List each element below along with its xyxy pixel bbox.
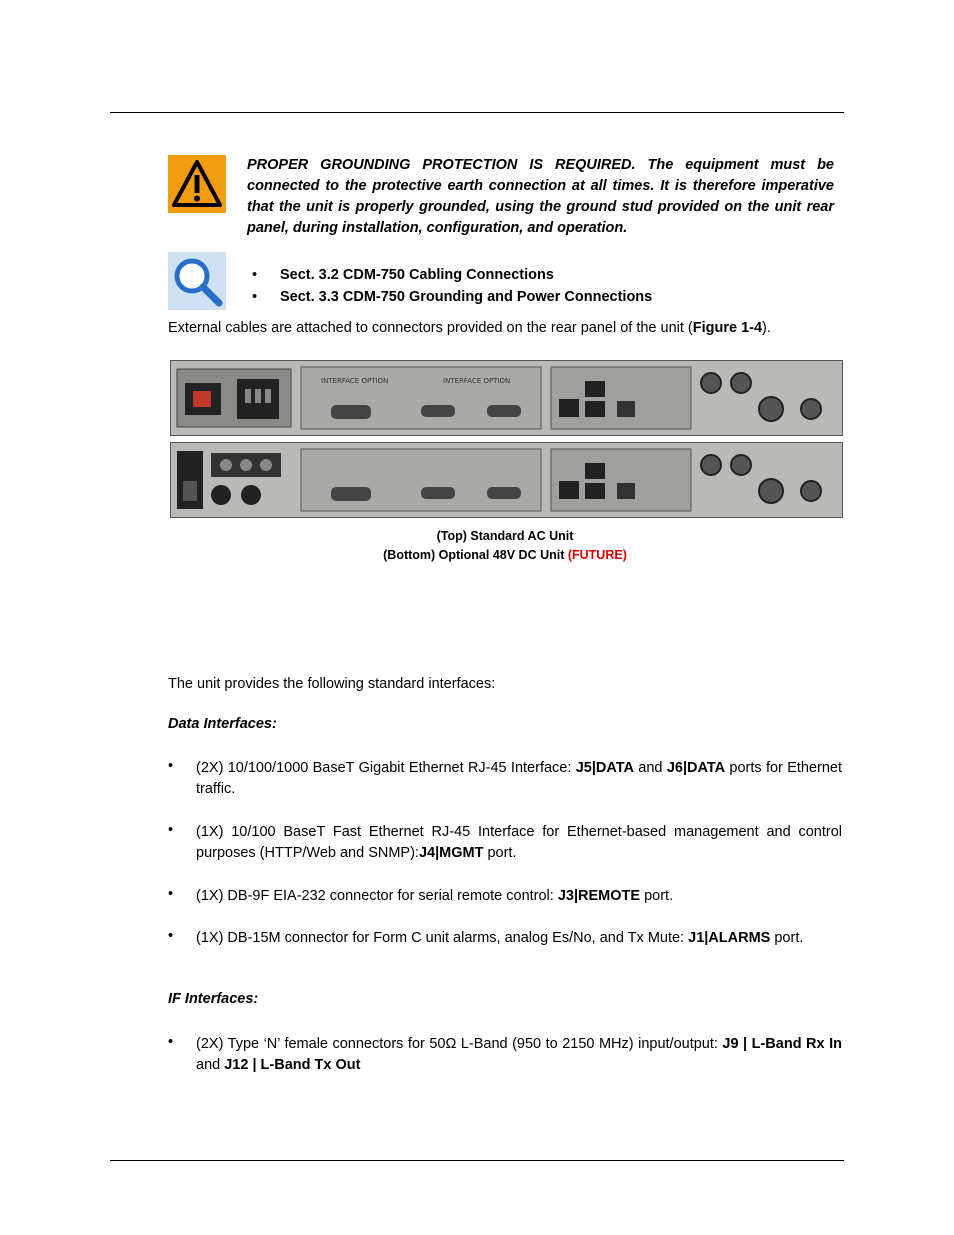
list-item: • (2X) 10/100/1000 BaseT Gigabit Ethernet RJ-45 Interface: J5|DATA and J6|DATA ports for Ethernet traffic. — [168, 758, 843, 797]
reference-list — [252, 264, 652, 308]
header-rule — [110, 112, 844, 113]
magnifier-reference-icon — [168, 252, 226, 310]
figure-link[interactable]: Figure 1-4 — [692, 320, 763, 336]
rear-panel-ac-image — [170, 360, 843, 436]
figure-caption — [168, 527, 842, 565]
rear-panel-dc-image — [170, 442, 843, 518]
caption-line-bottom: (Bottom) Optional 48V DC Unit (FUTURE) — [383, 548, 627, 562]
caption-line-top: (Top) Standard AC Unit — [436, 529, 574, 543]
list-item: • (1X) 10/100 BaseT Fast Ethernet RJ-45 Interface for Ethernet-based management and control purposes (HTTP/Web and SNMP):J4|MGMT port. — [168, 822, 842, 861]
reference-item[interactable]: • Sect. 3.3 CDM-750 Grounding and Power Connections — [252, 286, 652, 308]
footer-rule — [110, 1160, 844, 1161]
grounding-warning-text: PROPER GROUNDING PROTECTION IS REQUIRED. The equipment must be connected to the protective earth connection at all times. It is therefore imperative that the unit is properly grounded, using the ground stud provided on the unit rear panel, during installation, configuration, and operation. — [247, 157, 834, 236]
list-item: • (1X) DB-15M connector for Form C unit alarms, analog Es/No, and Tx Mute: J1|ALARMS port. — [168, 928, 804, 946]
panel-label: INTERFACE OPTION — [321, 377, 389, 385]
reference-item[interactable]: • Sect. 3.2 CDM-750 Cabling Connections — [252, 264, 652, 286]
list-item: • (2X) Type ‘N’ female connectors for 50Ω L-Band (950 to 2150 MHz) input/output: J9 | L-Band Rx In and J12 | L-Band Tx Out — [168, 1034, 842, 1073]
panel-label: INTERFACE OPTION — [443, 377, 511, 385]
interfaces-intro: The unit provides the following standard interfaces: — [168, 676, 496, 692]
if-interfaces-heading: IF Interfaces: — [168, 991, 259, 1007]
list-item: • (1X) DB-9F EIA-232 connector for serial remote control: J3|REMOTE port. — [168, 886, 674, 904]
intro-paragraph: External cables are attached to connectors provided on the rear panel of the unit (Figure 1-4). — [168, 320, 771, 336]
future-tag: (FUTURE) — [567, 548, 627, 562]
data-interfaces-heading: Data Interfaces: — [168, 716, 277, 732]
warning-icon — [168, 155, 226, 213]
